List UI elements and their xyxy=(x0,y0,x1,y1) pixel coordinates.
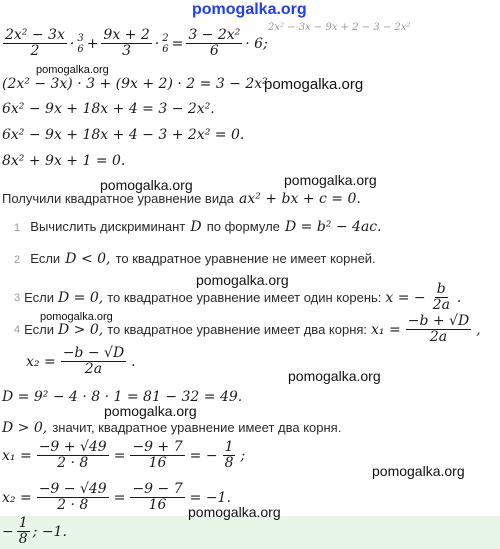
fraction-numerator: 2x² − 3x xyxy=(5,27,65,43)
formula: x₁ = xyxy=(371,321,401,338)
step-number: 4 xyxy=(14,323,21,336)
fraction-denominator: 2a xyxy=(432,297,450,313)
step-number: 1 xyxy=(14,222,21,234)
fraction-numerator: −9 + √49 xyxy=(38,439,107,455)
step-text: Вычислить дискриминант xyxy=(30,219,186,234)
equation-line-2: (2x² − 3x) · 3 + (9x + 2) · 2 = 3 − 2x² xyxy=(2,76,268,92)
sentence: значит, квадратное уравнение имеет два корня. xyxy=(52,420,342,435)
step-text: Если xyxy=(24,322,54,337)
fraction-denominator: 2a xyxy=(429,329,448,345)
fraction-numerator: −9 − 7 xyxy=(132,481,183,497)
formula: x₂ = xyxy=(2,489,32,506)
fraction-denominator: 2 · 8 xyxy=(57,497,89,513)
watermark: pomogalka.org xyxy=(40,311,113,323)
fraction-denominator: 8 xyxy=(224,455,234,471)
condition: D = 0, xyxy=(58,289,104,306)
condition: D < 0, xyxy=(65,251,111,267)
fraction-denominator: 16 xyxy=(148,497,167,513)
equation: ax² + bx + c = 0. xyxy=(239,191,361,207)
equation-line-1 xyxy=(2,28,268,59)
operator: = xyxy=(113,447,126,464)
watermark: pomogalka.org xyxy=(196,272,289,288)
step-text: то квадратное уравнение имеет два корня: xyxy=(107,322,368,337)
fraction-denominator: 6 xyxy=(209,43,219,59)
step-number: 3 xyxy=(14,291,21,304)
step-4-x2 xyxy=(26,346,136,377)
fraction-1 xyxy=(3,28,67,59)
punctuation: . xyxy=(131,353,136,370)
watermark: pomogalka.org xyxy=(100,177,193,193)
fraction-numerator: −b + √D xyxy=(407,313,470,329)
fraction xyxy=(61,346,126,377)
fraction-denominator: 2 xyxy=(30,43,40,59)
sentence: Получили квадратное уравнение вида xyxy=(2,191,234,206)
fraction-3 xyxy=(186,28,242,59)
formula: x₂ = xyxy=(26,353,56,370)
answer-panel xyxy=(0,516,500,549)
fraction-numerator: 1 xyxy=(18,515,28,531)
watermark: pomogalka.org xyxy=(372,463,465,479)
answer-line xyxy=(2,516,67,547)
operator: · 6; xyxy=(245,35,268,52)
scale-top: 2 xyxy=(162,32,169,44)
fraction-numerator: 9x + 2 xyxy=(103,27,150,43)
watermark: pomogalka.org xyxy=(36,64,109,76)
operator: − xyxy=(2,523,14,540)
step-text: Если xyxy=(24,290,54,305)
formula: x₁ = xyxy=(2,447,32,464)
variable: D xyxy=(190,219,202,235)
operator: + xyxy=(86,35,99,52)
fraction-denominator: 3 xyxy=(122,43,132,59)
fraction-numerator: 1 xyxy=(224,439,234,455)
result: = −1. xyxy=(189,489,231,506)
watermark-top: pomogalka.org xyxy=(192,1,307,18)
punctuation: , xyxy=(476,321,481,338)
step-1 xyxy=(14,216,382,235)
fraction xyxy=(406,314,471,345)
condition: D > 0, xyxy=(2,420,48,436)
watermark: pomogalka.org xyxy=(288,368,381,384)
fraction xyxy=(37,482,109,513)
cropped-trailing-text: 2x² − 3x − 9x + 2 − 3 − 2x² xyxy=(268,22,411,33)
fraction-numerator: −b − √D xyxy=(62,345,125,361)
x1-line xyxy=(2,440,245,471)
fraction xyxy=(431,282,452,313)
formula: x = − xyxy=(385,289,426,306)
watermark: pomogalka.org xyxy=(104,403,197,419)
equation-line-4: 6x² − 9x + 18x + 4 − 3 + 2x² = 0. xyxy=(2,127,245,143)
fraction-denominator: 2a xyxy=(84,361,103,377)
scale-bottom: 6 xyxy=(162,43,169,55)
answer-rest: ; −1. xyxy=(32,523,67,540)
fraction xyxy=(130,482,184,513)
fraction xyxy=(37,440,109,471)
fraction-numerator: b xyxy=(436,281,446,297)
operator: · xyxy=(69,35,75,52)
fraction-2 xyxy=(101,28,151,59)
watermark: pomogalka.org xyxy=(284,172,377,188)
operator: = − xyxy=(189,447,218,464)
fraction-denominator: 16 xyxy=(148,455,167,471)
step-text: то квадратное уравнение не имеет корней. xyxy=(115,251,376,266)
scale-factor-2 xyxy=(162,33,168,55)
equation-line-3: 6x² − 9x + 18x + 4 = 3 − 2x². xyxy=(2,101,215,117)
operator: = xyxy=(113,489,126,506)
formula: D = b² − 4ac. xyxy=(284,219,382,235)
punctuation: ; xyxy=(240,447,246,464)
punctuation: . xyxy=(456,289,462,306)
step-3 xyxy=(14,282,461,313)
quadratic-form-line xyxy=(2,188,361,207)
fraction-numerator: 3 − 2x² xyxy=(188,27,241,43)
watermark: pomogalka.org xyxy=(264,76,364,93)
fraction-denominator: 8 xyxy=(18,531,28,547)
fraction xyxy=(223,440,236,471)
fraction-numerator: −9 + 7 xyxy=(132,439,183,455)
fraction xyxy=(130,440,184,471)
step-text: то квадратное уравнение имеет один корень: xyxy=(107,290,382,305)
discriminant-line: D = 9² − 4 · 8 · 1 = 81 − 32 = 49. xyxy=(2,389,243,405)
equation-line-5: 8x² + 9x + 1 = 0. xyxy=(2,153,126,169)
d-positive-line xyxy=(2,417,341,436)
fraction-numerator: −9 − √49 xyxy=(38,481,107,497)
step-text: по формуле xyxy=(206,219,280,234)
scale-top: 3 xyxy=(77,32,84,44)
operator: = xyxy=(171,35,184,52)
scale-factor-1 xyxy=(77,33,83,55)
step-4 xyxy=(14,314,481,345)
scale-bottom: 6 xyxy=(77,43,84,55)
condition: D > 0, xyxy=(58,321,104,338)
fraction xyxy=(17,516,30,547)
step-number: 2 xyxy=(14,254,21,266)
step-text: Если xyxy=(30,251,61,266)
step-2 xyxy=(14,248,376,267)
watermark: pomogalka.org xyxy=(188,504,281,520)
operator: · xyxy=(154,35,160,52)
fraction-denominator: 2 · 8 xyxy=(57,455,89,471)
